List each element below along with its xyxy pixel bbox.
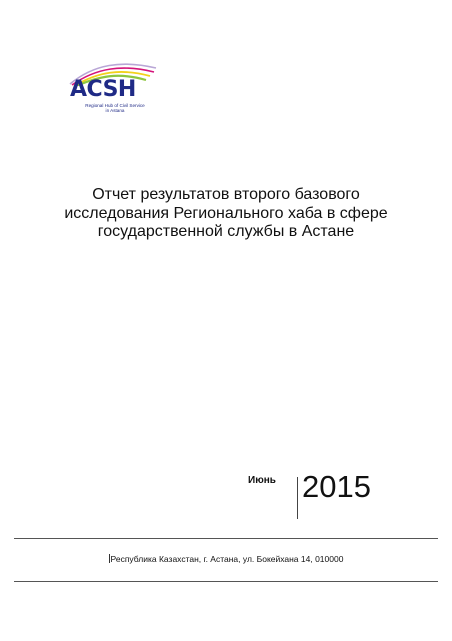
report-title (30, 186, 422, 242)
logo-subtitle-line1: Regional Hub of Civil Service (85, 103, 145, 108)
report-year: 2015 (302, 469, 371, 504)
logo-wordmark: ACSH (70, 77, 136, 102)
footer-bottom-rule (14, 581, 438, 582)
report-month: Июнь (248, 475, 276, 486)
date-divider (297, 477, 298, 519)
footer-address-block (0, 554, 452, 564)
report-title-line-1: Отчет результатов второго базового (92, 186, 360, 203)
acsh-logo (62, 56, 162, 120)
footer-address: Республика Казахстан, г. Астана, ул. Бокейхана 14, 010000 (110, 554, 344, 564)
logo-subtitle-line2: in Astana (105, 108, 125, 114)
footer-top-rule (14, 538, 438, 539)
text-cursor-mark (109, 554, 110, 563)
report-title-line-3: государственной службы в Астане (97, 223, 355, 240)
logo-subtitle (70, 103, 160, 114)
report-title-line-2: исследования Регионального хаба в сфере (64, 204, 388, 222)
